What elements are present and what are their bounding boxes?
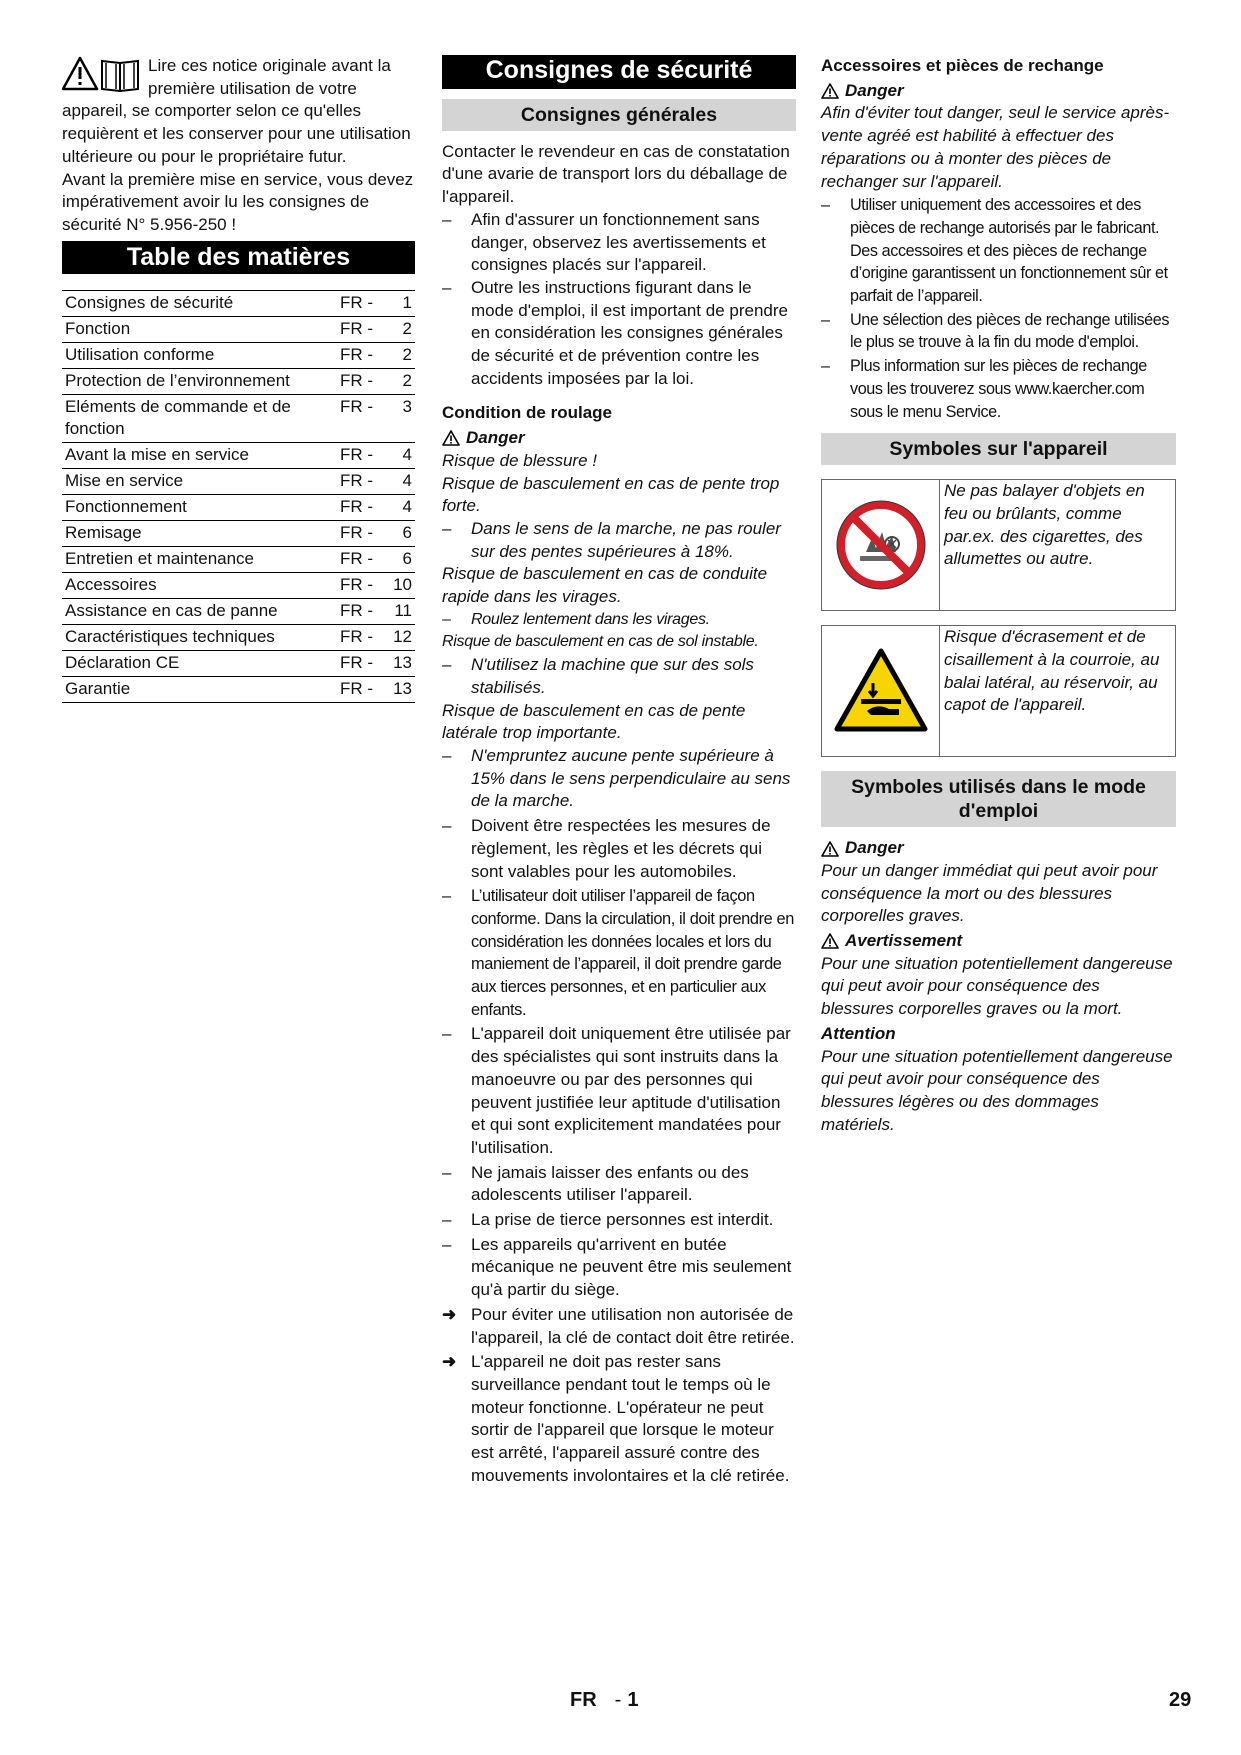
list-item: – Doivent être respectées les mesures de règlement, les règles et les décrets qui sont valables pour les automobiles.	[442, 816, 771, 881]
toc-row[interactable]	[62, 547, 415, 573]
toc-label: Déclaration CE	[62, 651, 337, 677]
toc-page: 13	[387, 677, 415, 703]
toc-row[interactable]	[62, 573, 415, 599]
risk-text: Risque de basculement en cas de pente trop forte.	[442, 473, 780, 516]
attention-label: Attention	[821, 1023, 896, 1043]
intro-text-1: Lire ces notice originale avant la première utilisation de votre appareil, se comporter selon ce qu'elles requièrent et les conserver pour une utilisation ultérieure ou pour le propriétaire futur.	[62, 56, 411, 166]
intro-notice	[62, 55, 415, 237]
warning-icon	[821, 933, 839, 949]
toc-row[interactable]	[62, 291, 415, 317]
list-item: – N'utilisez la machine que sur des sols stabilisés.	[442, 655, 754, 697]
toc-lang: FR -	[337, 625, 387, 651]
risk-text: Risque de blessure !	[442, 450, 597, 470]
toc-row[interactable]	[62, 317, 415, 343]
list-item: – Dans le sens de la marche, ne pas rouler sur des pentes supérieures à 18%.	[442, 518, 781, 561]
safety-title: Consignes de sécurité	[442, 55, 796, 89]
toc-label: Protection de l’environnement	[62, 369, 337, 395]
list-item: – L'appareil doit uniquement être utilisée par des spécialistes qui sont instruits dans la manoeuvre ou par des personnes qui peuvent justifiée leur aptitude d'utilisation et qui sont explicitement mandatées pour l'utilisation.	[442, 1024, 791, 1157]
toc-lang: FR -	[337, 573, 387, 599]
toc-page: 2	[387, 317, 415, 343]
toc-lang: FR -	[337, 291, 387, 317]
risk-text: Risque de basculement en cas de conduite rapide dans les virages.	[442, 564, 768, 607]
toc-row[interactable]	[62, 395, 415, 443]
toc-label: Fonction	[62, 317, 337, 343]
warning-icon	[821, 841, 839, 857]
toc-label: Fonctionnement	[62, 495, 337, 521]
toc-label: Eléments de commande et de fonction	[62, 395, 337, 443]
footer-lang: FR - 1	[570, 1689, 639, 1711]
warning-text: Pour une situation potentiellement dangereuse qui peut avoir pour conséquence des blessures corporelles graves ou la mort.	[821, 953, 1173, 1019]
list-item: – L’utilisateur doit utiliser l’appareil de façon conforme. Dans la circulation, il doit prendre en considération les données locales et lors du maniement de l’appareil, il doit prendre garde aux tierces personnes, et en particulier aux enfants.	[442, 887, 794, 1019]
arrow-icon: ➜	[442, 1304, 457, 1324]
list-item: – Ne jamais laisser des enfants ou des adolescents utiliser l'appareil.	[442, 1162, 749, 1205]
symbol-box-fire	[821, 479, 1176, 611]
column-right	[821, 55, 1176, 1136]
toc-label: Caractéristiques techniques	[62, 625, 337, 651]
symbol-text-fire: Ne pas balayer d'objets en feu ou brûlants, comme par.ex. des cigarettes, des allumettes ou autre.	[944, 481, 1145, 569]
toc-row[interactable]	[62, 677, 415, 703]
toc-label: Avant la mise en service	[62, 443, 337, 469]
toc-lang: FR -	[337, 495, 387, 521]
manual-symbols-title: Symboles utilisés dans le mode d'emploi	[821, 771, 1176, 827]
toc-row[interactable]	[62, 599, 415, 625]
warning-icon	[442, 430, 460, 446]
toc-label: Assistance en cas de panne	[62, 599, 337, 625]
toc-lang: FR -	[337, 469, 387, 495]
general-intro: Contacter le revendeur en cas de constatation d'une avarie de transport lors du déballage de l'appareil.	[442, 141, 790, 207]
toc-table	[62, 290, 415, 703]
accessories-intro: Afin d'éviter tout danger, seul le service après-vente agréé est habilité à effectuer des réparations ou à monter des pièces de rechanger sur l'appareil.	[821, 103, 1170, 191]
driving-title: Condition de roulage	[442, 403, 612, 423]
accessories-title: Accessoires et pièces de rechange	[821, 56, 1104, 75]
toc-page: 1	[387, 291, 415, 317]
list-item: – Afin d'assurer un fonctionnement sans danger, observez les avertissements et consignes placés sur l'appareil.	[442, 209, 766, 275]
toc-page: 3	[387, 395, 415, 443]
toc-row[interactable]	[62, 369, 415, 395]
toc-row[interactable]	[62, 625, 415, 651]
list-item: – La prise de tierce personnes est interdit.	[442, 1210, 774, 1230]
toc-row[interactable]	[62, 343, 415, 369]
list-item: – Plus information sur les pièces de rechange vous les trouverez sous www.kaercher.com sous le menu Service.	[821, 357, 1147, 421]
symbol-text-crush: Risque d'écrasement et de cisaillement à la courroie, au balai latéral, au réservoir, au capot de l'appareil.	[944, 627, 1160, 715]
toc-page: 11	[387, 599, 415, 625]
toc-lang: FR -	[337, 343, 387, 369]
danger-text: Pour un danger immédiat qui peut avoir pour conséquence la mort ou des blessures corporelles graves.	[821, 860, 1158, 926]
toc-title: Table des matières	[62, 241, 415, 275]
column-left	[62, 55, 415, 703]
toc-page: 13	[387, 651, 415, 677]
toc-label: Utilisation conforme	[62, 343, 337, 369]
toc-label: Entretien et maintenance	[62, 547, 337, 573]
general-title: Consignes générales	[442, 99, 796, 131]
list-item: – Une sélection des pièces de rechange utilisées le plus se trouve à la fin du mode d'emploi.	[821, 310, 1170, 352]
list-item: – Outre les instructions figurant dans le mode d'emploi, il est important de prendre en considération les consignes générales de sécurité et de prévention contre les accidents imposées par la loi.	[442, 277, 788, 388]
list-item: – Les appareils qu'arrivent en butée mécanique ne peuvent être mis seulement qu'à partir du siège.	[442, 1234, 792, 1300]
danger-label: Danger	[821, 837, 1176, 860]
toc-lang: FR -	[337, 521, 387, 547]
toc-label: Consignes de sécurité	[62, 291, 337, 317]
toc-lang: FR -	[337, 317, 387, 343]
toc-page: 6	[387, 547, 415, 573]
device-symbols-title: Symboles sur l'appareil	[821, 433, 1176, 465]
toc-page: 10	[387, 573, 415, 599]
toc-page: 12	[387, 625, 415, 651]
page-number: 29	[1169, 1689, 1192, 1711]
toc-row[interactable]	[62, 651, 415, 677]
warning-icon	[821, 83, 839, 99]
toc-label: Garantie	[62, 677, 337, 703]
crush-hazard-icon	[833, 647, 929, 735]
list-item: – Roulez lentement dans les virages.	[442, 610, 710, 628]
toc-lang: FR -	[337, 677, 387, 703]
arrow-item: ➜ L'appareil ne doit pas rester sans surveillance pendant tout le temps où le moteur fonctionne. L'opérateur ne peut sortir de l'appareil que lorsque le moteur est arrêté, l'appareil assuré contre des mouvements involontaires et la clé retirée.	[442, 1352, 790, 1485]
toc-lang: FR -	[337, 443, 387, 469]
risk-text: Risque de basculement en cas de pente latérale trop importante.	[442, 700, 746, 743]
toc-page: 2	[387, 369, 415, 395]
toc-lang: FR -	[337, 369, 387, 395]
no-burning-objects-icon	[836, 500, 926, 590]
toc-row[interactable]	[62, 469, 415, 495]
list-item: – Utiliser uniquement des accessoires et des pièces de rechange autorisés par le fabricant. Des accessoires et des pièces de rechange d’origine garantissent un fonctionnement sûr et parfait de l’appareil.	[821, 196, 1168, 306]
toc-lang: FR -	[337, 547, 387, 573]
toc-page: 4	[387, 443, 415, 469]
toc-page: 2	[387, 343, 415, 369]
toc-row[interactable]	[62, 443, 415, 469]
danger-label: Danger	[442, 427, 796, 450]
arrow-item: ➜ Pour éviter une utilisation non autorisée de l'appareil, la clé de contact doit être retirée.	[442, 1304, 795, 1347]
list-item: – N'empruntez aucune pente supérieure à 15% dans le sens perpendiculaire au sens de la marche.	[442, 745, 791, 811]
toc-page: 4	[387, 469, 415, 495]
intro-text-2: Avant la première mise en service, vous devez impérativement avoir lu les consignes de sécurité N° 5.956-250 !	[62, 169, 414, 234]
toc-lang: FR -	[337, 651, 387, 677]
toc-label: Mise en service	[62, 469, 337, 495]
danger-label: Danger	[821, 80, 1176, 103]
risk-text: Risque de basculement en cas de sol instable.	[442, 633, 759, 651]
column-middle	[442, 55, 796, 1487]
symbol-picture	[822, 626, 940, 756]
toc-row[interactable]	[62, 521, 415, 547]
symbol-picture	[822, 480, 940, 610]
attention-text: Pour une situation potentiellement dangereuse qui peut avoir pour conséquence des blessures légères ou des dommages matériels.	[821, 1046, 1173, 1134]
toc-label: Remisage	[62, 521, 337, 547]
toc-page: 4	[387, 495, 415, 521]
toc-row[interactable]	[62, 495, 415, 521]
arrow-icon: ➜	[442, 1352, 457, 1372]
warning-label: Avertissement	[821, 930, 1176, 953]
toc-lang: FR -	[337, 395, 387, 443]
toc-label: Accessoires	[62, 573, 337, 599]
toc-lang: FR -	[337, 599, 387, 625]
toc-page: 6	[387, 521, 415, 547]
warning-manual-icon	[62, 55, 144, 93]
symbol-box-crush	[821, 625, 1176, 757]
